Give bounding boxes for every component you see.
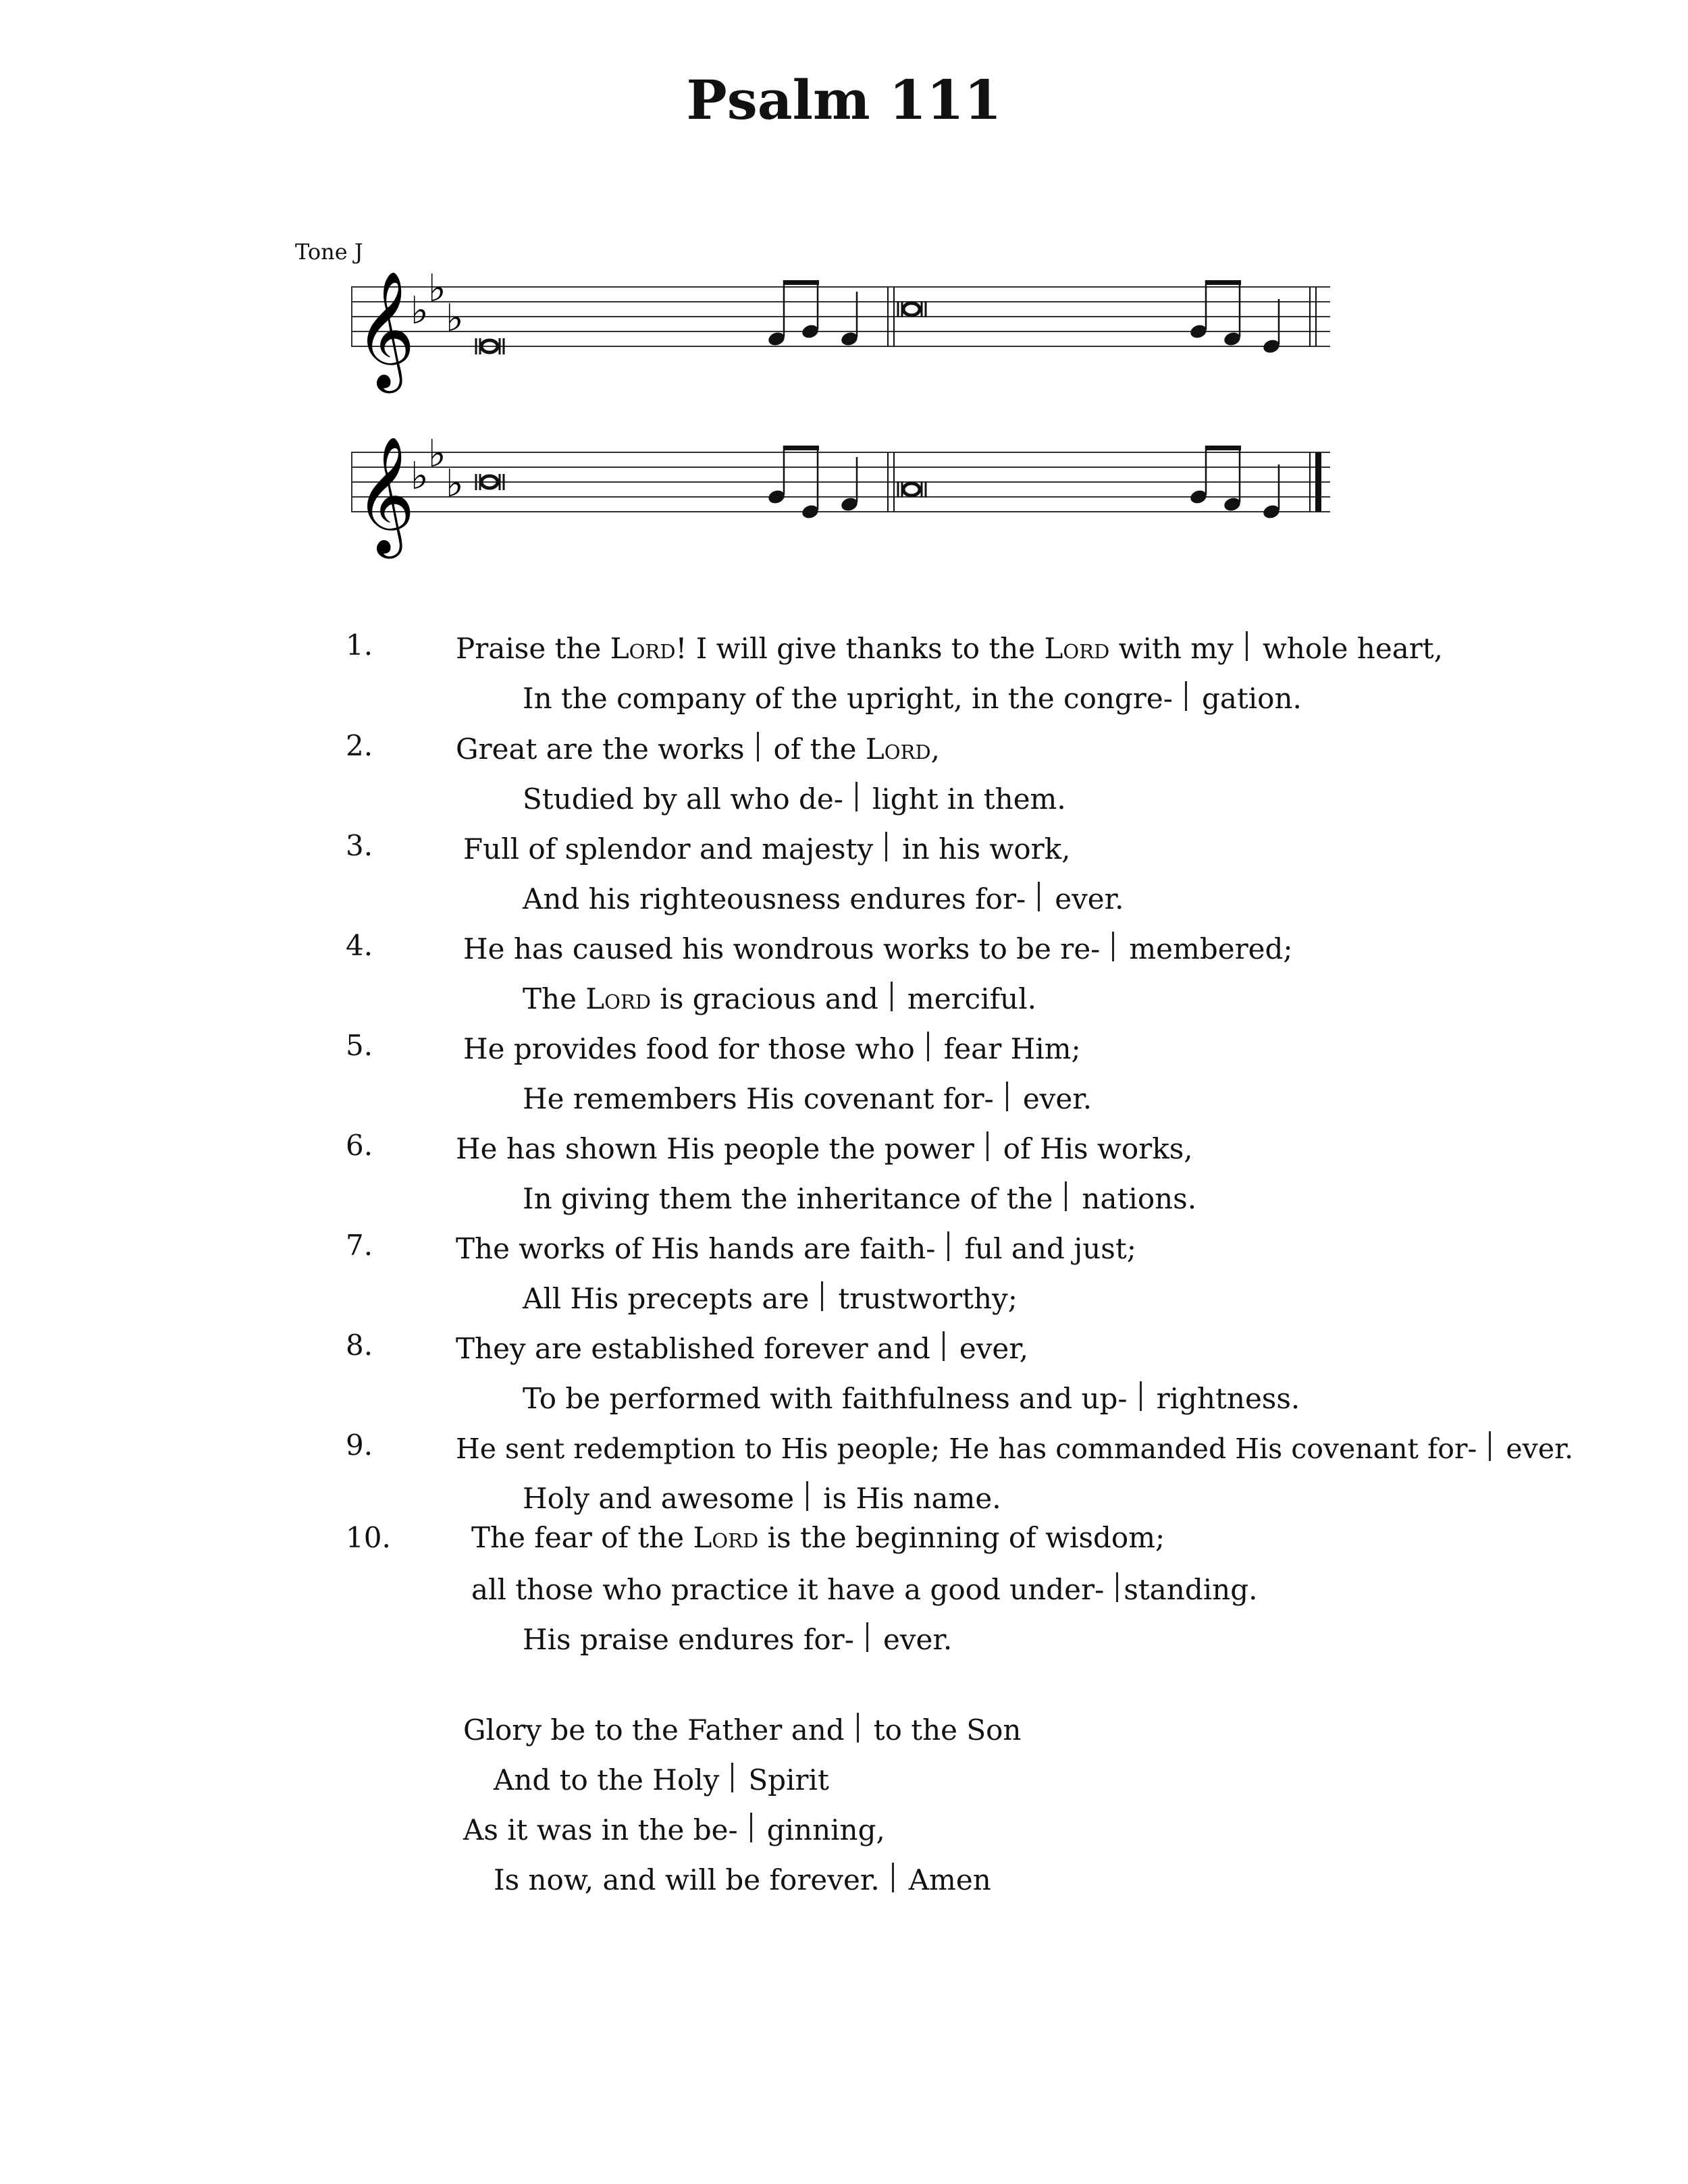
verse-number: 8. bbox=[346, 1329, 373, 1362]
verse-line: He sent redemption to His people; He has commanded His covenant for- ever. bbox=[456, 1433, 1574, 1465]
treble-clef-icon: 𝄞 bbox=[355, 271, 415, 388]
pointing-bar bbox=[986, 1131, 988, 1161]
page-title: Psalm 111 bbox=[686, 68, 1002, 132]
verse-number: 4. bbox=[346, 929, 373, 962]
pointing-bar bbox=[1006, 1082, 1008, 1111]
verse-line-indented: Holy and awesome is His name. bbox=[523, 1482, 1001, 1515]
verse-number: 10. bbox=[346, 1521, 391, 1554]
pointing-bar bbox=[943, 1331, 945, 1361]
gloria-line: As it was in the be- ginning, bbox=[463, 1813, 885, 1846]
pointing-bar bbox=[1140, 1381, 1142, 1411]
verse-line-indented: And his righteousness endures for- ever. bbox=[523, 882, 1124, 915]
verse-number: 1. bbox=[346, 629, 373, 662]
pointing-bar bbox=[866, 1622, 868, 1652]
verse-line: They are established forever and ever, bbox=[456, 1332, 1029, 1365]
treble-clef-icon: 𝄞 bbox=[355, 436, 415, 554]
pointing-bar bbox=[757, 732, 759, 762]
pointing-bar bbox=[1489, 1431, 1491, 1461]
pointing-bar bbox=[1038, 882, 1040, 911]
verse-line-indented: The Lord is gracious and merciful. bbox=[523, 982, 1037, 1015]
verse-line: Great are the works of the Lord, bbox=[456, 733, 940, 766]
pointing-bar bbox=[885, 832, 887, 861]
gloria-line: Is now, and will be forever. Amen bbox=[494, 1863, 991, 1896]
pointing-bar bbox=[892, 1863, 894, 1892]
tone-label: Tone J bbox=[295, 239, 363, 265]
pointing-bar bbox=[1112, 932, 1114, 961]
verse-line: Full of splendor and majesty in his work, bbox=[463, 832, 1071, 865]
flat-sign-icon: ♭ bbox=[428, 267, 446, 311]
verse-line-indented: He remembers His covenant for- ever. bbox=[523, 1082, 1092, 1115]
verse-number: 3. bbox=[346, 829, 373, 862]
flat-sign-icon: ♭ bbox=[446, 296, 464, 340]
verse-line-indented: In giving them the inheritance of the nations. bbox=[523, 1182, 1197, 1215]
verse-line-indented: In the company of the upright, in the congre- gation. bbox=[523, 682, 1302, 715]
pointing-bar bbox=[1116, 1572, 1118, 1602]
pointing-bar bbox=[927, 1032, 929, 1061]
verse-line-indented: All His precepts are trustworthy; bbox=[523, 1282, 1018, 1315]
pointing-bar bbox=[1185, 681, 1187, 711]
pointing-bar bbox=[857, 1713, 859, 1742]
verse-line-indented: To be performed with faithfulness and up- rightness. bbox=[523, 1382, 1300, 1415]
flat-sign-icon: ♭ bbox=[411, 454, 429, 498]
flat-sign-icon: ♭ bbox=[411, 289, 429, 333]
verse-line-indented: His praise endures for- ever. bbox=[523, 1623, 953, 1656]
pointing-bar bbox=[731, 1763, 733, 1792]
gloria-line: And to the Holy Spirit bbox=[494, 1763, 829, 1796]
pointing-bar bbox=[821, 1281, 823, 1311]
verse-number: 5. bbox=[346, 1029, 373, 1062]
verse-line: He provides food for those who fear Him; bbox=[463, 1032, 1081, 1065]
verse-number: 6. bbox=[346, 1129, 373, 1162]
verse-line: He has shown His people the power of His works, bbox=[456, 1132, 1193, 1165]
pointing-bar bbox=[750, 1813, 752, 1842]
verse-line: Praise the Lord! I will give thanks to the Lord with my whole heart, bbox=[456, 632, 1444, 665]
verse-line-indented: Studied by all who de- light in them. bbox=[523, 782, 1066, 816]
verse-number: 9. bbox=[346, 1429, 373, 1462]
verse-number: 7. bbox=[346, 1229, 373, 1262]
verse-line: The works of His hands are faith- ful and just; bbox=[456, 1232, 1136, 1265]
verse-line: all those who practice it have a good under- standing. bbox=[471, 1573, 1258, 1606]
flat-sign-icon: ♭ bbox=[446, 462, 464, 506]
verse-line: He has caused his wondrous works to be re- membered; bbox=[463, 932, 1293, 965]
pointing-bar bbox=[947, 1231, 949, 1261]
pointing-bar bbox=[1065, 1181, 1067, 1211]
verse-number: 2. bbox=[346, 729, 373, 762]
pointing-bar bbox=[855, 782, 858, 811]
flat-sign-icon: ♭ bbox=[428, 432, 446, 476]
gloria-line: Glory be to the Father and to the Son bbox=[463, 1713, 1022, 1747]
pointing-bar bbox=[891, 982, 893, 1011]
pointing-bar bbox=[1246, 631, 1248, 661]
pointing-bar bbox=[806, 1481, 808, 1511]
verse-line: The fear of the Lord is the beginning of wisdom; bbox=[471, 1521, 1165, 1554]
